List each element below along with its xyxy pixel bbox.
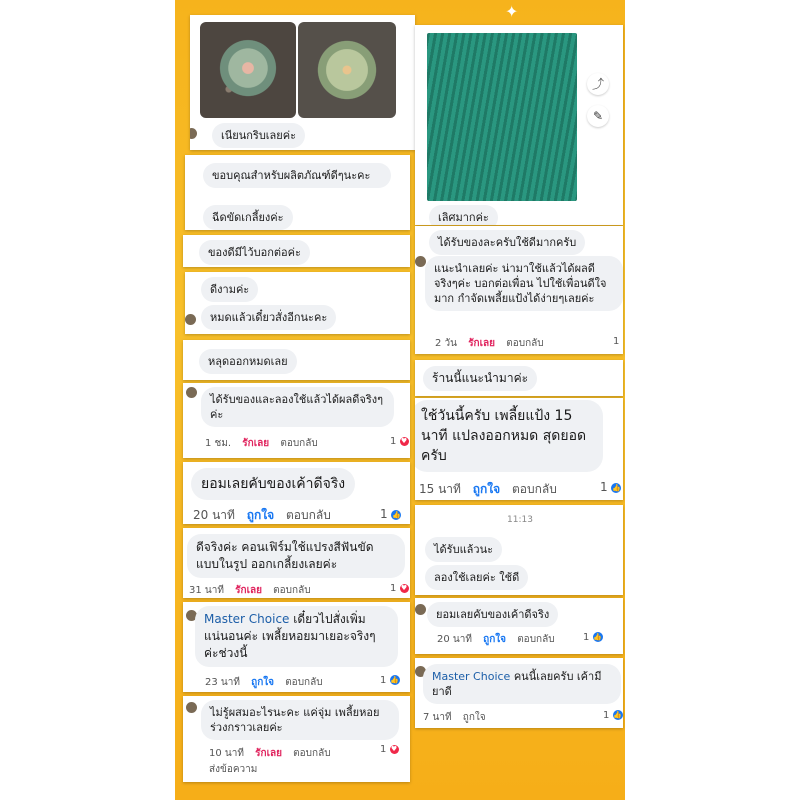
avatar[interactable] bbox=[186, 702, 197, 713]
comment-actions bbox=[189, 583, 319, 598]
comment-actions bbox=[193, 506, 339, 524]
mention-link[interactable]: Master Choice bbox=[432, 670, 511, 683]
review-card bbox=[415, 598, 623, 654]
reaction-count bbox=[613, 336, 619, 347]
love-button[interactable]: รักเลย bbox=[468, 338, 496, 349]
reaction-count bbox=[583, 632, 603, 643]
reaction-number: 1 bbox=[613, 336, 620, 347]
comment-time: 15 นาที bbox=[419, 482, 461, 496]
comment-bubble: เนียนกริบเลยค่ะ bbox=[212, 123, 305, 148]
comment-time: 23 นาที bbox=[205, 677, 240, 688]
reply-button[interactable]: ตอบกลับ bbox=[517, 634, 555, 645]
comment-bubble: ดีจริงค่ะ คอนเฟิร์มใช้แปรงสีฟันขัดแบบในรูป ออกเกลี้ยงเลยค่ะ bbox=[187, 534, 405, 578]
review-card bbox=[415, 360, 623, 396]
review-card-photos bbox=[190, 15, 415, 150]
like-button[interactable]: ถูกใจ bbox=[251, 677, 274, 688]
comment-actions bbox=[437, 632, 563, 647]
comment-bubble: ดีงามค่ะ bbox=[201, 277, 258, 302]
reply-button[interactable]: ตอบกลับ bbox=[280, 438, 318, 449]
avatar[interactable] bbox=[190, 128, 197, 139]
review-card bbox=[183, 340, 410, 380]
review-card-photo bbox=[415, 25, 623, 225]
thumbs-up-icon: 👍 bbox=[390, 676, 399, 684]
reaction-number: 1 bbox=[583, 632, 590, 643]
reaction-count bbox=[603, 710, 623, 721]
love-button[interactable]: รักเลย bbox=[255, 748, 282, 759]
avatar[interactable] bbox=[415, 256, 426, 267]
review-card bbox=[415, 398, 623, 500]
avatar[interactable] bbox=[185, 314, 196, 325]
comment-time: 20 นาที bbox=[193, 508, 235, 522]
comment-actions bbox=[419, 480, 565, 499]
comment-bubble: ร้านนี้แนะนำมาค่ะ bbox=[423, 366, 537, 391]
comment-actions bbox=[205, 675, 331, 690]
review-card bbox=[185, 155, 410, 230]
thumbs-up-icon: 👍 bbox=[613, 711, 622, 719]
reaction-number: 1 bbox=[390, 583, 397, 594]
mention-link[interactable]: Master Choice bbox=[204, 612, 290, 626]
comment-bubble: ของดีมีไว้บอกต่อค่ะ bbox=[199, 240, 310, 265]
comment-actions bbox=[205, 436, 326, 451]
reaction-count bbox=[600, 480, 621, 494]
review-card bbox=[183, 528, 410, 598]
comment-time: 1 ชม. bbox=[205, 438, 232, 449]
review-card bbox=[183, 602, 410, 692]
pencil-icon[interactable]: ✎ bbox=[587, 105, 609, 127]
chat-card bbox=[415, 505, 623, 595]
review-card bbox=[415, 658, 623, 728]
review-card bbox=[183, 696, 410, 782]
review-card bbox=[183, 383, 410, 458]
reaction-number: 1 bbox=[600, 480, 608, 494]
comment-bubble: ยอมเลยคับของเค้าดีจริง bbox=[191, 468, 355, 500]
comment-text: คนนี้เลยครับ เค้ามียาดี bbox=[432, 670, 602, 698]
avatar[interactable] bbox=[186, 387, 197, 398]
comment-bubble: ได้รับของละครับใช้ดีมากครับ bbox=[429, 230, 585, 255]
reply-button[interactable]: ตอบกลับ bbox=[286, 508, 331, 522]
comment-bubble: ไม่รู้ผสมอะไรนะคะ แค่จุ่ม เพลี้ยหอยร่วงกราวเลยค่ะ bbox=[201, 700, 399, 740]
reaction-count bbox=[390, 583, 409, 594]
review-card bbox=[415, 226, 623, 354]
comment-bubble: เลิศมากค่ะ bbox=[429, 205, 498, 225]
reaction-number: 1 bbox=[380, 744, 387, 755]
share-icon[interactable]: ⤴ bbox=[587, 73, 609, 95]
reaction-count bbox=[390, 436, 409, 447]
cactus-photo[interactable] bbox=[200, 22, 296, 118]
comment-bubble: แนะนำเลยค่ะ น่ามาใช้แล้วได้ผลดีจริงๆค่ะ บอกต่อเพื่อน ไปใช้เพื่อนดีใจมาก กำจัดเพลี้ยแป้งได้ง่ายๆเลยค่ะ bbox=[425, 256, 623, 311]
comment-actions bbox=[423, 710, 494, 725]
comment-bubble: ใช้วันนี้ครับ เพลี้ยแป้ง 15 นาที แปลงออกหมด สุดยอดครับ bbox=[415, 400, 603, 472]
thumbs-up-icon: 👍 bbox=[612, 483, 621, 492]
review-collage bbox=[175, 0, 625, 800]
love-button[interactable]: รักเลย bbox=[235, 585, 262, 596]
heart-icon: ♥ bbox=[400, 583, 408, 592]
like-button[interactable]: ถูกใจ bbox=[472, 482, 501, 496]
review-card bbox=[185, 272, 410, 334]
reaction-number: 1 bbox=[380, 507, 388, 521]
comment-actions bbox=[209, 746, 339, 761]
comment-time: 7 นาที bbox=[423, 712, 452, 723]
like-button[interactable]: ถูกใจ bbox=[462, 712, 486, 723]
heart-icon: ♥ bbox=[400, 436, 408, 445]
cactus-photo[interactable] bbox=[298, 22, 396, 118]
reply-button[interactable]: ตอบกลับ bbox=[293, 748, 331, 759]
chat-bubble: ได้รับแล้วนะ bbox=[425, 537, 502, 562]
sparkle-icon: ✦ bbox=[505, 2, 519, 21]
comment-time: 2 วัน bbox=[435, 338, 457, 349]
comment-bubble: ยอมเลยคับของเค้าดีจริง bbox=[427, 602, 558, 627]
reply-button[interactable]: ตอบกลับ bbox=[506, 338, 544, 349]
review-card bbox=[183, 235, 410, 267]
reaction-number: 1 bbox=[380, 675, 387, 686]
chat-timestamp: 11:13 bbox=[507, 515, 533, 525]
like-button[interactable]: ถูกใจ bbox=[246, 508, 275, 522]
comment-bubble: ขอบคุณสำหรับผลิตภัณฑ์ดีๆนะคะ bbox=[203, 163, 391, 188]
comment-text: เดี๋ยวไปสั่งเพิ่มแน่นอนค่ะ เพลี้ยหอยมาเยอะจริงๆค่ะช่วงนี้ bbox=[204, 612, 376, 660]
thumbs-up-icon: 👍 bbox=[392, 510, 401, 519]
reply-button[interactable]: ตอบกลับ bbox=[512, 482, 557, 496]
send-message-link[interactable]: ส่งข้อความ bbox=[209, 764, 258, 775]
comment-bubble: หลุดออกหมดเลย bbox=[199, 349, 297, 374]
comment-bubble bbox=[195, 606, 398, 667]
comment-bubble: ได้รับของและลองใช้แล้วได้ผลดีจริงๆค่ะ bbox=[201, 387, 394, 427]
comment-bubble: หมดแล้วเดี๋ยวสั่งอีกนะคะ bbox=[201, 305, 336, 330]
heart-icon: ♥ bbox=[390, 744, 398, 753]
reaction-number: 1 bbox=[390, 436, 397, 447]
reaction-number: 1 bbox=[603, 710, 610, 721]
thumbs-up-icon: 👍 bbox=[593, 633, 602, 641]
love-button[interactable]: รักเลย bbox=[242, 438, 270, 449]
comment-actions bbox=[435, 336, 552, 351]
comment-time: 20 นาที bbox=[437, 634, 472, 645]
comment-time: 10 นาที bbox=[209, 748, 244, 759]
reaction-count bbox=[380, 744, 399, 755]
reply-button[interactable]: ตอบกลับ bbox=[285, 677, 323, 688]
review-card bbox=[183, 462, 410, 524]
like-button[interactable]: ถูกใจ bbox=[483, 634, 506, 645]
comment-bubble bbox=[423, 664, 621, 704]
comment-time: 31 นาที bbox=[189, 585, 224, 596]
chat-bubble: ลองใช้เลยค่ะ ใช้ดี bbox=[425, 565, 528, 590]
reaction-count bbox=[380, 675, 400, 686]
avatar[interactable] bbox=[415, 604, 426, 615]
reply-button[interactable]: ตอบกลับ bbox=[273, 585, 311, 596]
reaction-count bbox=[380, 507, 401, 521]
greenhouse-photo[interactable] bbox=[427, 33, 577, 201]
comment-bubble: ฉีดขัดเกลี้ยงค่ะ bbox=[203, 205, 293, 230]
